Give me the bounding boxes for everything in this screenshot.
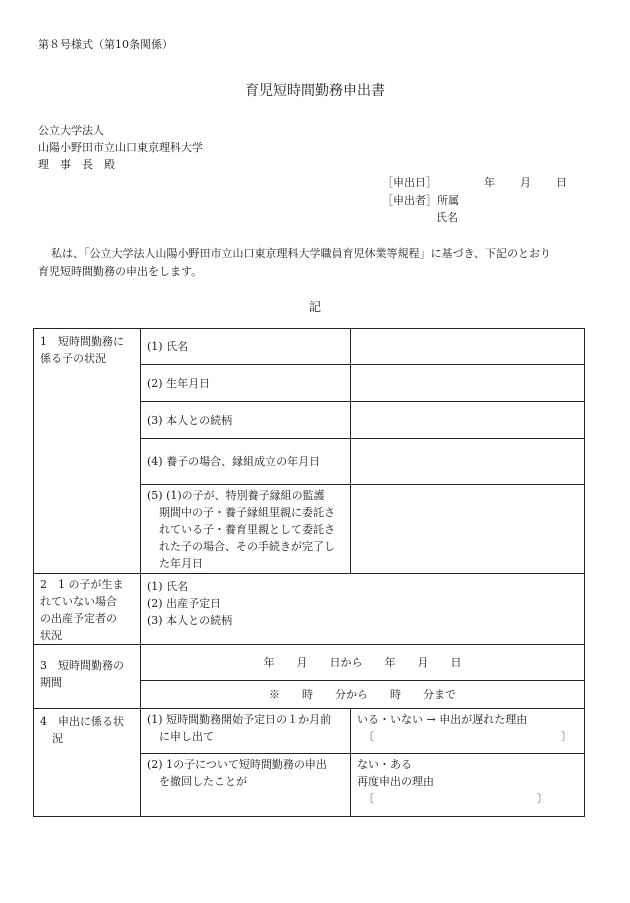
- advance-notice-line-2: に申し出て: [159, 730, 214, 743]
- section-2-label: [34, 574, 141, 645]
- section-2-label-line-1: 2 1 の子が生ま: [40, 578, 124, 591]
- late-reason-field[interactable]: [357, 728, 578, 745]
- reapply-reason-label: 再度申出の理由: [357, 775, 434, 788]
- reapply-reason-open-bracket: 〔: [363, 792, 374, 805]
- date-year-label: 年: [484, 176, 495, 189]
- late-reason-open-bracket: 〔: [363, 730, 374, 743]
- addressee-line-1: 公立大学法人: [38, 124, 104, 137]
- form-number: 第８号様式（第10条関係）: [38, 38, 173, 51]
- addressee-line-2: 山陽小野田市立山口東京理科大学: [38, 141, 203, 154]
- document-title: 育児短時間勤務申出書: [245, 83, 385, 99]
- late-reason-close-bracket: 〕: [561, 730, 572, 743]
- expected-delivery-label: (2) 出産予定日: [147, 597, 222, 610]
- applicant-name-label: 氏名: [436, 211, 458, 224]
- expectant-mother-info: [141, 574, 585, 645]
- child-name-field[interactable]: [351, 329, 585, 365]
- application-table: [33, 328, 585, 817]
- date-day-label: 日: [556, 176, 567, 189]
- section-1-label-line-1: 1 短時間勤務に: [40, 335, 124, 348]
- withdrawal-question: [141, 754, 351, 817]
- expectant-relationship-label: (3) 本人との続柄: [147, 614, 233, 627]
- date-label: ［申出日］: [382, 176, 437, 189]
- advance-notice-line-1: (1) 短時間勤務開始予定日の１か月前: [147, 713, 332, 726]
- body-text-line-1: 私は、「公立大学法人山陽小野田市立山口東京理科大学職員育児休業等規程」に基づき、下記のとおり: [51, 247, 552, 260]
- child-name-label: (1) 氏名: [141, 329, 351, 365]
- special-adoption-line-1: (5) (1)の子が、特別養子縁組の監護: [147, 488, 325, 502]
- applicant-department-label: ［申出者］所属: [382, 194, 459, 207]
- body-text-line-2: 育児短時間勤務の申出をします。: [38, 265, 203, 278]
- special-adoption-date-field[interactable]: [351, 485, 585, 574]
- section-1-label-line-2: 係る子の状況: [40, 352, 106, 365]
- advance-notice-choice[interactable]: いる・いない → 申出が遅れた理由: [357, 713, 528, 726]
- work-period-field[interactable]: 年 月 日から 年 月 日: [141, 645, 585, 681]
- ki-heading: 記: [308, 300, 321, 314]
- child-relationship-field[interactable]: [351, 402, 585, 439]
- withdrawal-line-2: を撤回したことが: [159, 775, 247, 788]
- work-hours-field[interactable]: ※ 時 分から 時 分まで: [141, 681, 585, 709]
- section-3-label: [34, 645, 141, 709]
- special-adoption-line-3: れている子・養育里親として委託さ: [159, 522, 335, 536]
- advance-notice-question: [141, 709, 351, 754]
- adoption-date-field[interactable]: [351, 439, 585, 485]
- section-3-label-line-2: 期間: [40, 676, 62, 689]
- section-3-label-line-1: 3 短時間勤務の: [40, 659, 124, 672]
- section-1-label: [34, 329, 141, 574]
- section-2-label-line-3: の出産予定者の: [40, 612, 117, 625]
- child-birthdate-label: (2) 生年月日: [141, 365, 351, 402]
- addressee-line-3: 理 事 長 殿: [38, 158, 115, 171]
- special-adoption-line-2: 期間中の子・養子縁組里親に委託さ: [159, 505, 335, 519]
- withdrawal-choice[interactable]: ない・ある: [357, 758, 412, 771]
- section-4-label-line-1: 4 申出に係る状: [40, 715, 124, 728]
- section-4-label-line-2: 況: [52, 732, 63, 745]
- section-2-label-line-2: れていない場合: [40, 595, 117, 608]
- advance-notice-answer[interactable]: [351, 709, 585, 754]
- reapply-reason-field[interactable]: [357, 790, 578, 807]
- section-4-label: [34, 709, 141, 817]
- withdrawal-answer[interactable]: [351, 754, 585, 817]
- reapply-reason-close-bracket: 〕: [537, 792, 548, 805]
- special-adoption-line-5: た年月日: [159, 556, 203, 570]
- section-2-label-line-4: 状況: [40, 629, 62, 642]
- special-adoption-label: [141, 485, 351, 574]
- child-birthdate-field[interactable]: [351, 365, 585, 402]
- adoption-date-label: (4) 養子の場合、縁組成立の年月日: [141, 439, 351, 485]
- expectant-name-label: (1) 氏名: [147, 580, 189, 593]
- child-relationship-label: (3) 本人との続柄: [141, 402, 351, 439]
- date-month-label: 月: [520, 176, 531, 189]
- special-adoption-line-4: れた子の場合、その手続きが完了し: [159, 539, 335, 553]
- withdrawal-line-1: (2) 1の子について短時間勤務の申出: [147, 758, 327, 771]
